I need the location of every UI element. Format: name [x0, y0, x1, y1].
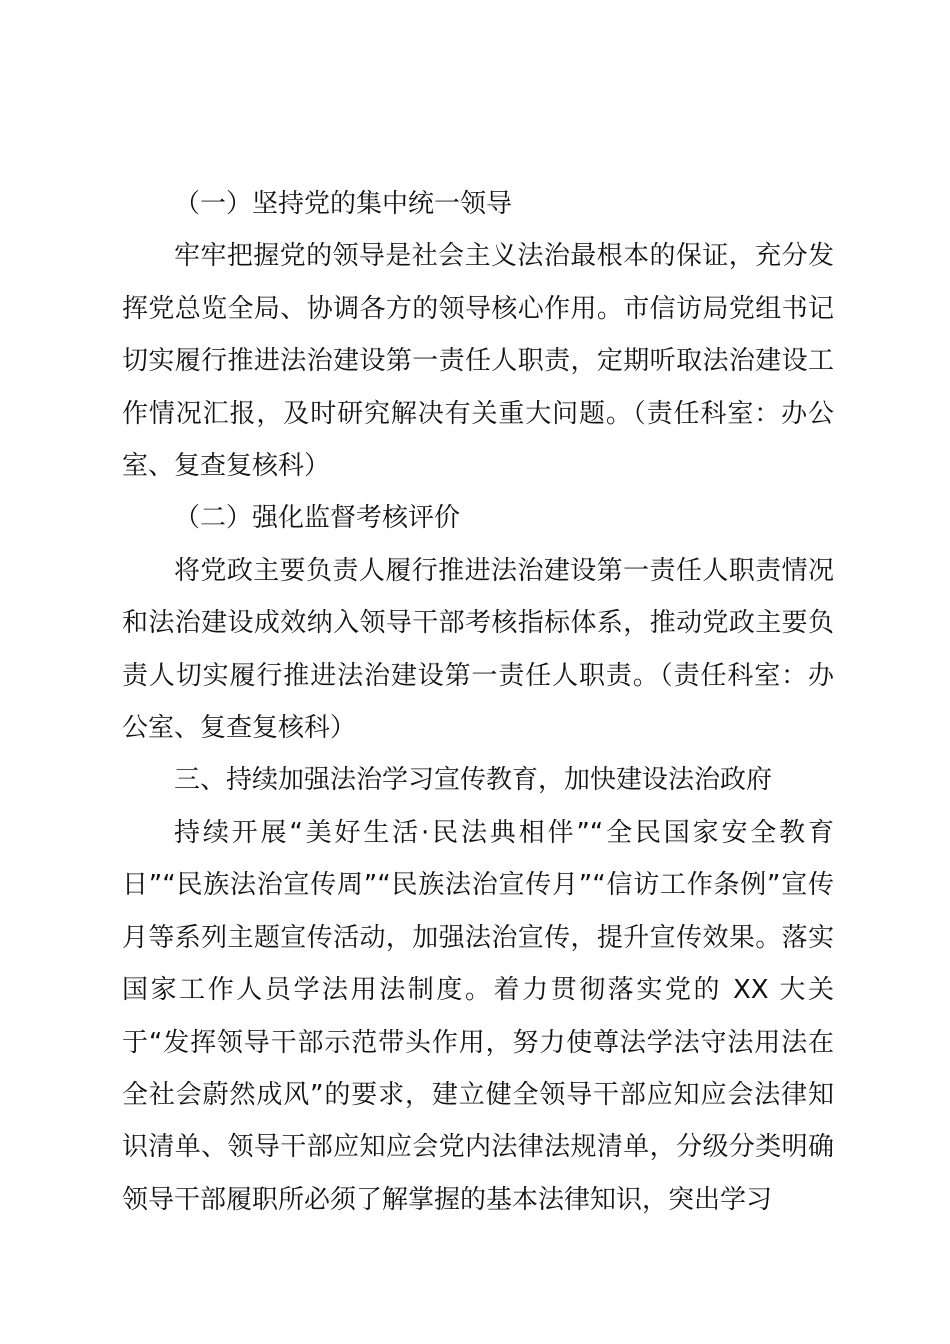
section-heading-2: （二）强化监督考核评价: [174, 503, 461, 534]
body-paragraph-3: 持续开展“美好生活·民法典相伴”“全民国家安全教育日”“民族法治宣传周”“民族法治宣传月”“信访工作条例”宣传月等系列主题宣传活动，加强法治宣传，提升宣传效果。落实国家工作人员学法用法制度。着力贯彻落实党的 XX 大关于“发挥领导干部示范带头作用，努力使尊法学法守法用法在全社会蔚然成风”的要求，建立健全领导干部应知应会法律知识清单、领导干部应知应会党内法律法规清单，分级分类明确领导干部履职所必须了解掌握的基本法律知识，突出学习: [122, 817, 834, 1215]
document-body: [122, 178, 834, 1226]
chapter-heading-3: 三、持续加强法治学习宣传教育，加快建设法治政府: [174, 765, 773, 796]
body-paragraph-2: 将党政主要负责人履行推进法治建设第一责任人职责情况和法治建设成效纳入领导干部考核指标体系，推动党政主要负责人切实履行推进法治建设第一责任人职责。（责任科室：办公室、复查复核科）: [122, 555, 834, 744]
body-paragraph-1: 牢牢把握党的领导是社会主义法治最根本的保证，充分发挥党总览全局、协调各方的领导核心作用。市信访局党组书记切实履行推进法治建设第一责任人职责，定期听取法治建设工作情况汇报，及时研究解决有关重大问题。（责任科室：办公室、复查复核科）: [122, 241, 834, 482]
section-heading-1: （一）坚持党的集中统一领导: [174, 189, 513, 219]
